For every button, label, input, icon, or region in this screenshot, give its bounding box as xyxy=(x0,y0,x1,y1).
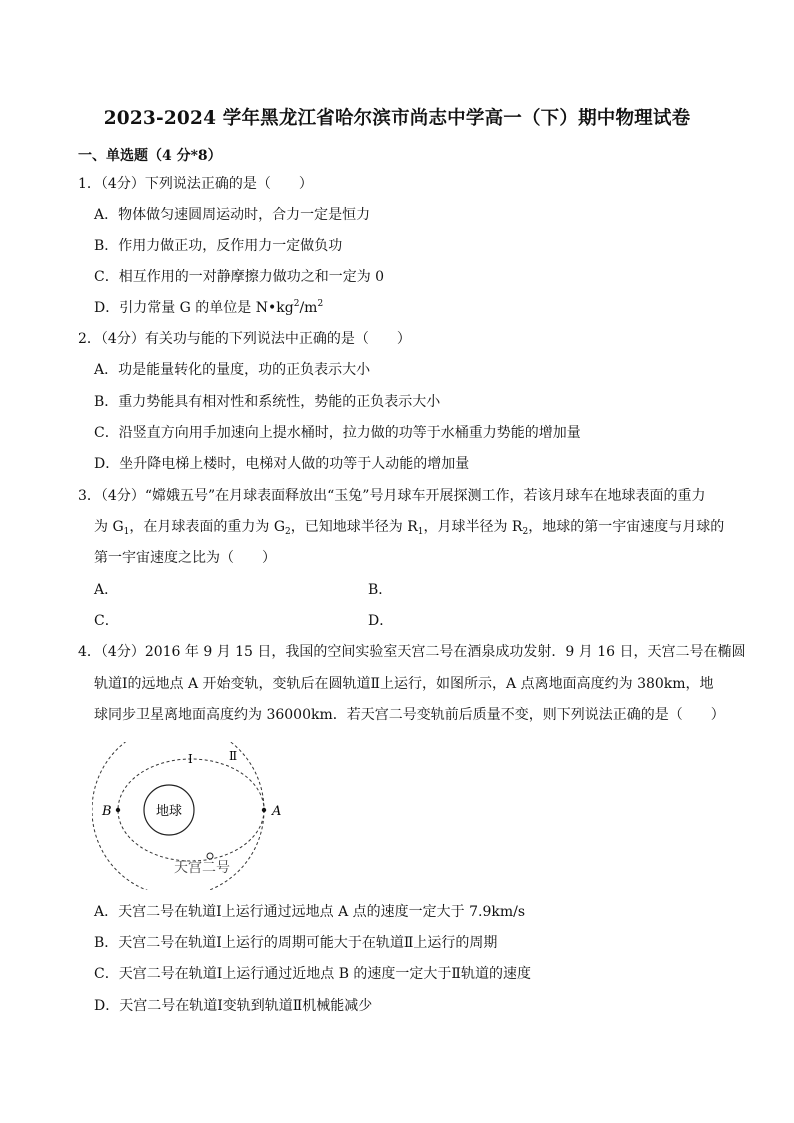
q2-option-c: C．沿竖直方向用手加速向上提水桶时，拉力做的功等于水桶重力势能的增加量 xyxy=(94,425,581,441)
q4-stem-line2: 轨道Ⅰ的远地点 A 开始变轨，变轨后在圆轨道Ⅱ上运行，如图所示，A 点离地面高度约为 380km，地 xyxy=(94,676,714,692)
q4-option-c: C．天宫二号在轨道Ⅰ上运行通过近地点 B 的速度一定大于Ⅱ轨道的速度 xyxy=(94,966,531,982)
q3-option-a: A． xyxy=(94,582,119,598)
q2-option-d: D．坐升降电梯上楼时，电梯对人做的功等于人动能的增加量 xyxy=(94,456,470,472)
q2-option-a: A．功是能量转化的量度，功的正负表示大小 xyxy=(94,362,371,378)
q1-option-c: C．相互作用的一对静摩擦力做功之和一定为 0 xyxy=(94,269,385,285)
q2-option-b: B．重力势能具有相对性和系统性，势能的正负表示大小 xyxy=(94,394,441,410)
q4-stem-line1: 4．（4分）2016 年 9 月 15 日，我国的空间实验室天宫二号在酒泉成功发射．9 月 16 日，天宫二号在椭圆 xyxy=(78,644,746,660)
orbit-figure xyxy=(92,742,282,894)
point-a-label: A xyxy=(272,804,282,819)
q2-stem: 2．（4分）有关功与能的下列说法中正确的是（ ） xyxy=(78,331,411,347)
orbit-i-label: Ⅰ xyxy=(188,752,193,766)
q1-option-d: D．引力常量 G 的单位是 $N•kg^2/m^2$ xyxy=(94,299,324,316)
q4-option-d: D．天宫二号在轨道Ⅰ变轨到轨道Ⅱ机械能减少 xyxy=(94,998,373,1014)
q1-option-b: B．作用力做正功，反作用力一定做负功 xyxy=(94,238,343,254)
q3-stem-line3: 第一宇宙速度之比为（ ） xyxy=(94,550,276,566)
q3-option-b: B． xyxy=(368,582,393,598)
q3-stem-line2: 为 $G_1$，在月球表面的重力为 $G_2$，已知地球半径为 $R_1$，月球半径为 $R_2$，地球的第一宇宙速度与月球的 xyxy=(94,519,725,537)
q4-option-a: A．天宫二号在轨道Ⅰ上运行通过远地点 A 点的速度一定大于 7.9km/s xyxy=(94,904,526,920)
point-b-dot xyxy=(116,808,120,812)
q4-option-b: B．天宫二号在轨道Ⅰ上运行的周期可能大于在轨道Ⅱ上运行的周期 xyxy=(94,935,498,951)
earth-label: 地球 xyxy=(155,804,183,819)
q3-option-c: C． xyxy=(94,613,119,629)
q3-stem-line1: 3．（4分）“嫦娥五号”在月球表面释放出“玉兔”号月球车开展探测工作，若该月球车在地球表面的重力 xyxy=(78,488,706,504)
q3-option-d: D． xyxy=(368,613,394,629)
q4-stem-line3: 球同步卫星离地面高度约为 36000km．若天宫二号变轨前后质量不变，则下列说法正确的是（ ） xyxy=(94,707,725,723)
station-marker xyxy=(207,853,213,859)
q1-option-a: A．物体做匀速圆周运动时，合力一定是恒力 xyxy=(94,207,371,223)
orbit-ii-label: Ⅱ xyxy=(229,749,238,763)
point-b-label: B xyxy=(102,804,112,819)
q1-stem: 1．（4分）下列说法正确的是（ ） xyxy=(78,176,313,192)
exam-title: 2023-2024 学年黑龙江省哈尔滨市尚志中学高一（下）期中物理试卷 xyxy=(103,108,691,129)
section-heading: 一、单选题（4 分*8） xyxy=(78,148,222,164)
station-label: 天宫二号 xyxy=(174,860,230,876)
point-a-dot xyxy=(262,808,266,812)
